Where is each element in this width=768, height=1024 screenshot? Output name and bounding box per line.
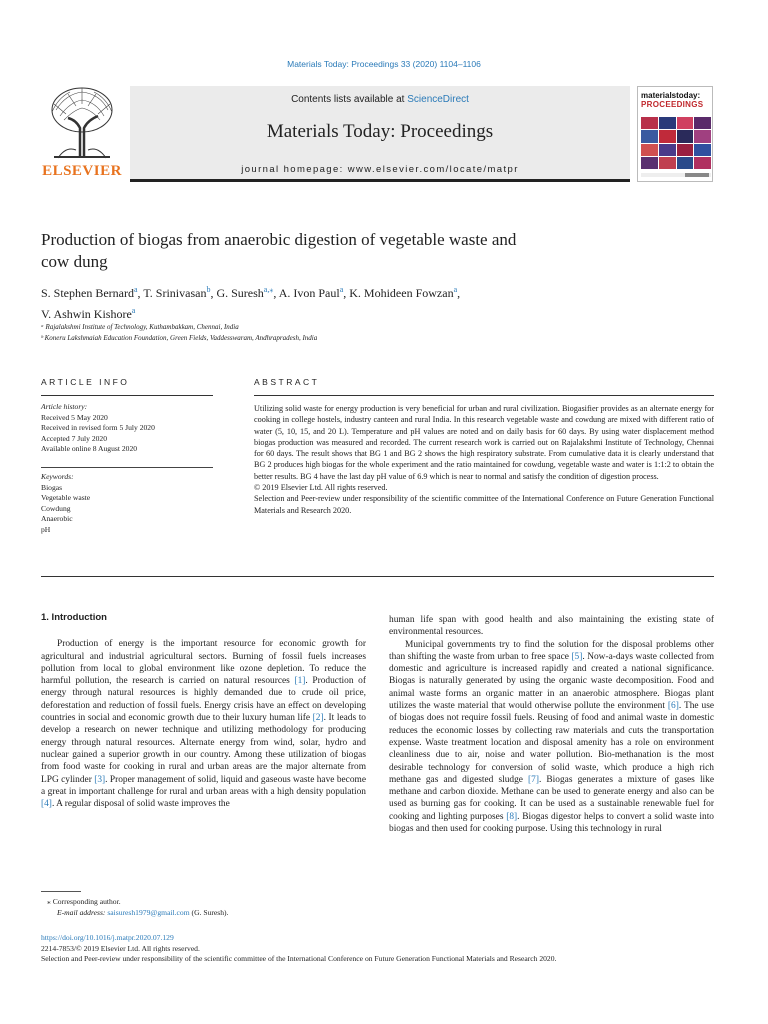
author-separator: , xyxy=(273,286,279,300)
cover-title-bottom: PROCEEDINGS xyxy=(641,100,704,109)
footnote-divider xyxy=(41,891,81,892)
author-name: A. Ivon Paul xyxy=(278,286,340,300)
abstract-peer-review: Selection and Peer-review under responsibility of the scientific committee of the International Conference on Future Generation Functional Materials and Research 2020. xyxy=(254,494,714,515)
author-name: K. Mohideen Fowzan xyxy=(349,286,454,300)
body-right-column xyxy=(389,614,714,835)
title-line-1: Production of biogas from anaerobic digestion of vegetable waste and xyxy=(41,230,517,249)
abstract-text: Utilizing solid waste for energy production is very beneficial for urban and rural civilization. Biogasifier provides as an alternate energy for cooking in college hostels, industry canteen and rural India. In this research vegetable waste and cowdung are mixed with different ratio of water (5, 10, 15, and 20 L). Temperature and pH values are noted and on daily basis for 60 days. By using water displacement method biogas production was measured and recorded. The current research work is carried out on Rajalakshmi Institute of Technology, Chennai for 60 days. The result shows that BG 1 and BG 2 shows the high respiratory substrate. From cumulative data it is clearly understand that BG 2 produces high biogas for the whole experiment and the ratio maintained for cowdung, vegetable waste and water is 1:1:2 to obtain the better results. BG 4 have the last day pH value of 6.9 which is near to normal and satisfy the condition of digestion process. xyxy=(254,404,714,481)
body-text: . It leads to develop a research on newer technique and utilizing methodology for producing energy through natural resources. Alternate energy from wind, solar, hydro and nuclear gained a superior growth in our country. Among these utilization of biogas from food waste for cooking in rural and urban areas are the major alternate from LPG cylinder xyxy=(41,713,366,785)
affiliation-a: ᵃ Rajalakshmi Institute of Technology, Kuthambakkam, Chennai, India xyxy=(41,323,239,331)
divider xyxy=(254,395,714,396)
author-affil-mark[interactable]: a xyxy=(453,285,458,294)
body-paragraph: human life span with good health and also maintaining the existing state of environmental resources. xyxy=(389,615,714,638)
author-name: T. Srinivasan xyxy=(143,286,207,300)
author-separator: , xyxy=(457,286,461,300)
history-label: Article history: xyxy=(41,402,88,411)
keywords xyxy=(41,472,213,536)
journal-cover-thumbnail[interactable] xyxy=(637,86,713,182)
article-history xyxy=(41,402,213,455)
citation-link[interactable]: [8] xyxy=(506,811,518,822)
email-suffix: (G. Suresh). xyxy=(189,908,229,917)
body-paragraph xyxy=(389,639,714,836)
body-left-column xyxy=(41,612,366,810)
body-text: . Biogas generates a mixture of gases like methane and carbon dioxide. Methane can be used to generate energy and also can be used as burning gas for cooking. It can be used as a sustainable renewable fuel for cooking and lighting purposes xyxy=(389,774,714,822)
author-separator: , xyxy=(137,286,144,300)
affiliation-b: ᵇ Koneru Lakshmaiah Education Foundation, Green Fields, Vaddesswaram, Andhrapradesh, India xyxy=(41,334,318,342)
author-affil-mark[interactable]: a,⁎ xyxy=(263,285,274,294)
history-item: Available online 8 August 2020 xyxy=(41,444,138,454)
body-paragraph xyxy=(41,638,366,810)
abstract-heading: ABSTRACT xyxy=(254,377,320,387)
contents-prefix: Contents lists available at xyxy=(291,94,408,105)
journal-citation[interactable]: Materials Today: Proceedings 33 (2020) 1104–1106 xyxy=(287,59,481,69)
keywords-label: Keywords: xyxy=(41,472,74,481)
author-name: G. Suresh xyxy=(216,286,264,300)
email-link[interactable]: saisuresh1979@gmail.com xyxy=(107,908,190,917)
journal-banner xyxy=(130,86,630,182)
author-affil-mark[interactable]: a xyxy=(339,285,344,294)
title-line-2: cow dung xyxy=(41,252,108,271)
cover-image-grid xyxy=(641,117,711,169)
email-line xyxy=(41,907,341,918)
keyword: Cowdung xyxy=(41,503,71,513)
body-text: Municipal governments try to find the solution for the disposal problems other than shifting the waste from urban to free space xyxy=(389,639,714,662)
citation-link[interactable]: [5] xyxy=(571,651,583,662)
history-item: Received 5 May 2020 xyxy=(41,412,108,422)
corresponding-author: ⁎ Corresponding author. xyxy=(47,897,121,906)
elsevier-wordmark: ELSEVIER xyxy=(42,163,122,179)
journal-homepage[interactable]: journal homepage: www.elsevier.com/locate/matpr xyxy=(241,164,519,175)
sciencedirect-link[interactable]: ScienceDirect xyxy=(407,94,469,105)
author-affil-mark[interactable]: a xyxy=(133,285,138,294)
journal-title: Materials Today: Proceedings xyxy=(266,121,494,142)
divider xyxy=(41,576,714,577)
body-text: . The use of biogas does not require fossil fuels. Reusing of food and animal waste in domestic reduces the economic losses by collecting raw materials and cuts the transportation expense. Waste treatment location and disposal amenity has a role on environment cleanliness due to air, noise and water pollution. Bio-methanation is the most desirable technology for conversion of solid waste, which produce a high rich methane gas and digested sludge xyxy=(389,701,715,785)
doi-link[interactable]: https://doi.org/10.1016/j.matpr.2020.07.129 xyxy=(41,933,174,942)
article-title xyxy=(41,229,661,273)
author-affil-mark[interactable]: a xyxy=(131,306,136,315)
keyword: Anaerobic xyxy=(41,514,73,524)
elsevier-tree-icon xyxy=(46,84,118,160)
elsevier-logo[interactable] xyxy=(40,84,124,182)
footnote xyxy=(41,896,341,918)
affiliations xyxy=(41,322,681,344)
body-text: . Biogas digestor helps to convert a solid waste into biogas and then used for cooking purpose. Using this technology in rural xyxy=(389,811,714,835)
body-text: . Now-a-days waste collected from domestic and agriculture is increased rapidly and created a national significance. Biogas is naturally generated by using the organic waste decomposition. Food and animal waste forms an organic matter in an anaerobic atmosphere. Biogas plant utilizes the waste material that would otherwise pollute the environment xyxy=(389,651,714,712)
abstract-body xyxy=(254,403,714,516)
body-text: . Proper management of solid, liquid and gaseous waste have become a great in important challenge for rural and urban areas with a high density population xyxy=(41,774,366,797)
abstract-copyright: © 2019 Elsevier Ltd. All rights reserved. xyxy=(254,483,388,493)
history-item: Received in revised form 5 July 2020 xyxy=(41,423,155,433)
citation-link[interactable]: [4] xyxy=(41,799,52,810)
cover-title-top: materialstoday: xyxy=(641,91,701,100)
citation-link[interactable]: [2] xyxy=(312,713,324,724)
page-footer xyxy=(41,933,741,965)
citation-link[interactable]: [6] xyxy=(667,701,679,712)
author-affil-mark[interactable]: b xyxy=(206,285,211,294)
author-name: V. Ashwin Kishore xyxy=(41,307,132,321)
cover-footer-bar xyxy=(641,172,711,178)
contents-line xyxy=(130,94,630,105)
email-label: E-mail address: xyxy=(57,908,108,917)
keyword: Vegetable waste xyxy=(41,493,91,503)
footer-peer-review: Selection and Peer-review under responsibility of the scientific committee of the International Conference on Future Generation Functional Materials and Research 2020. xyxy=(41,954,557,963)
issn-line: 2214-7853/© 2019 Elsevier Ltd. All rights reserved. xyxy=(41,943,200,953)
history-item: Accepted 7 July 2020 xyxy=(41,433,108,443)
citation-link[interactable]: [3] xyxy=(94,774,106,785)
author-separator: , xyxy=(210,286,217,300)
author-name: S. Stephen Bernard xyxy=(41,286,134,300)
citation-link[interactable]: [1] xyxy=(294,676,306,687)
section-heading: 1. Introduction xyxy=(41,612,107,623)
body-text: . Production of energy through natural resources is highly demanded due to crude oil price, deforestation and reduction of fossil fuels. Energy crisis have an effect on developing countries in social and economic growth due to their luxury human life xyxy=(41,676,366,724)
author-list xyxy=(41,281,681,323)
keyword: pH xyxy=(41,524,51,534)
body-text: . A regular disposal of solid waste improves the xyxy=(51,799,230,810)
author-separator: , xyxy=(343,286,350,300)
divider xyxy=(41,467,213,468)
divider xyxy=(41,395,213,396)
article-info-heading: ARTICLE INFO xyxy=(41,377,130,387)
keyword: Biogas xyxy=(41,482,63,492)
body-text: Production of energy is the important resource for economic growth for agricultural and industrial agricultural sectors. Burning of fossil fuels increases pollution from local to global environment like ozone depletion. To reduce the harmful pollution, the research is carried on natural resources xyxy=(41,639,366,687)
citation-link[interactable]: [7] xyxy=(528,774,539,785)
